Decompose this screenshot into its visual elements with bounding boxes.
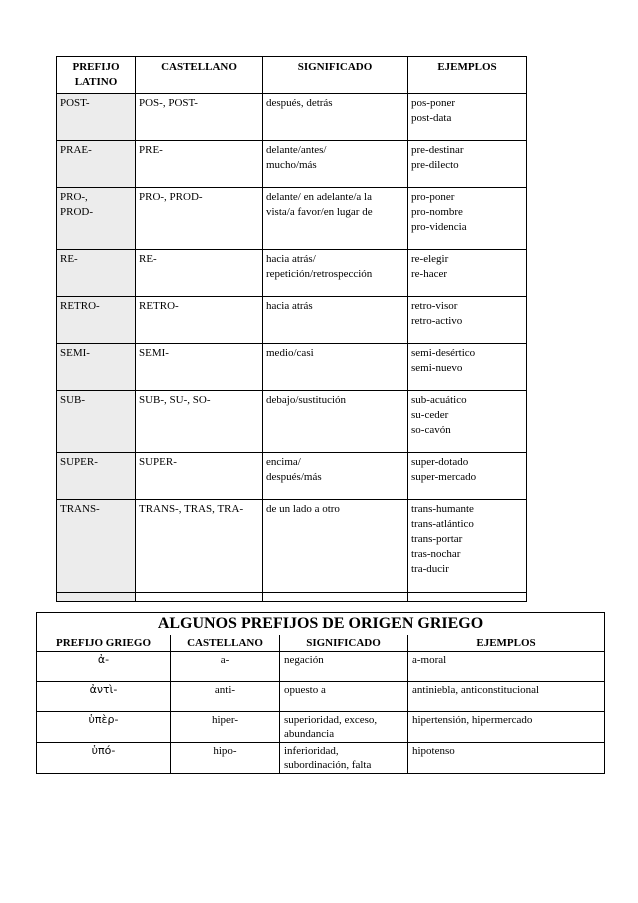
significado-cell [263,500,408,593]
ejemplos-cell: antiniebla, anticonstitucional [408,682,605,712]
significado-cell [263,453,408,500]
castellano-cell [136,141,263,188]
castellano-cell: hiper- [171,712,280,743]
ejemplos-cell-line: re-hacer [411,268,448,280]
ejemplos-cell-line: super-dotado [411,456,469,468]
significado-cell-line: encima/ [266,456,301,468]
greek-prefix-cell: ἀντὶ- [37,682,171,712]
significado-cell [263,250,408,297]
header-prefijo-latino [57,57,136,94]
ejemplos-cell-line: pro-poner [411,191,455,203]
prefix-cell [57,344,136,391]
empty-cell [408,593,527,602]
prefix-cell [57,297,136,344]
ejemplos-cell-line: su-ceder [411,409,449,421]
castellano-cell [136,391,263,453]
prefix-cell-line: PROD- [60,206,94,218]
significado-cell-line: hacia atrás/ [266,253,316,265]
significado-cell-line: delante/antes/ [266,144,327,156]
latin-row [57,250,527,297]
castellano-cell-line: SEMI- [139,347,169,359]
significado-cell-line: hacia atrás [266,300,313,312]
castellano-cell-line: PRE- [139,144,163,156]
significado-cell [280,682,408,712]
castellano-cell-line: POS-, POST- [139,97,198,109]
ejemplos-cell-line: retro-visor [411,300,458,312]
ejemplos-cell-line: semi-nuevo [411,362,463,374]
ejemplos-cell-line: re-elegir [411,253,449,265]
latin-row [57,297,527,344]
ejemplos-cell [408,188,527,250]
significado-cell [263,344,408,391]
ejemplos-cell [408,344,527,391]
greek-prefix-cell: ὑπὲρ- [37,712,171,743]
ejemplos-cell [408,250,527,297]
header-significado: SIGNIFICADO [263,57,408,94]
significado-cell [263,188,408,250]
prefix-cell [57,250,136,297]
prefix-cell-line: RE- [60,253,78,265]
significado-cell [280,652,408,682]
castellano-cell [136,188,263,250]
ejemplos-cell-line: pre-dilecto [411,159,459,171]
latin-row [57,453,527,500]
greek-prefix-table [36,612,605,774]
latin-prefix-table [56,56,527,602]
significado-cell-line: debajo/sustitución [266,394,347,406]
significado-cell [263,141,408,188]
prefix-cell-line: SUPER- [60,456,98,468]
greek-prefix-cell: ὑπό- [37,743,171,774]
prefix-cell-line: TRANS- [60,503,100,515]
latin-row [57,141,527,188]
prefix-cell [57,500,136,593]
significado-cell-line: vista/a favor/en lugar de [266,206,373,218]
latin-row [57,391,527,453]
ejemplos-cell-line: post-data [411,112,452,124]
castellano-cell [136,94,263,141]
ejemplos-cell-line: so-cavón [411,424,451,436]
significado-cell-line: superioridad, exceso, [284,714,378,726]
significado-cell-line: después/más [266,471,322,483]
prefix-cell-line: SEMI- [60,347,90,359]
significado-cell-line: de un lado a otro [266,503,340,515]
significado-cell-line: medio/casi [266,347,314,359]
castellano-cell: a- [171,652,280,682]
latin-row [57,344,527,391]
castellano-cell-line: TRANS-, TRAS, TRA- [139,503,244,515]
significado-cell-line: mucho/más [266,159,317,171]
ejemplos-cell-line: trans-humante [411,503,474,515]
prefix-cell [57,391,136,453]
significado-cell [280,712,408,743]
latin-row [57,94,527,141]
header-castellano: CASTELLANO [136,57,263,94]
significado-cell [280,743,408,774]
prefix-cell [57,141,136,188]
greek-row [37,682,605,712]
castellano-cell [136,344,263,391]
ejemplos-cell [408,141,527,188]
ejemplos-cell [408,500,527,593]
ejemplos-cell-line: pre-destinar [411,144,464,156]
ejemplos-cell: hipotenso [408,743,605,774]
ejemplos-cell-line: sub-acuático [411,394,467,406]
ejemplos-cell-line: retro-activo [411,315,463,327]
prefix-cell-line: PRAE- [60,144,92,156]
significado-cell-line: después, detrás [266,97,333,109]
empty-cell [136,593,263,602]
prefix-cell-line: POST- [60,97,90,109]
latin-row [57,500,527,593]
ejemplos-cell-line: super-mercado [411,471,477,483]
latin-row [57,188,527,250]
castellano-cell-line: SUB-, SU-, SO- [139,394,211,406]
empty-cell [57,593,136,602]
ejemplos-cell-line: tra-ducir [411,563,449,575]
castellano-cell: anti- [171,682,280,712]
ejemplos-cell [408,297,527,344]
ejemplos-cell [408,94,527,141]
significado-cell-line: negación [284,654,324,666]
significado-cell-line: subordinación, falta [284,759,372,771]
header-prefijo-griego: PREFIJO GRIEGO [37,635,171,652]
prefix-cell [57,94,136,141]
ejemplos-cell-line: pro-nombre [411,206,463,218]
empty-cell [263,593,408,602]
latin-header-row [57,57,527,94]
greek-row [37,712,605,743]
significado-cell-line: inferioridad, [284,745,339,757]
header-ejemplos: EJEMPLOS [408,57,527,94]
castellano-cell-line: PRO-, PROD- [139,191,203,203]
ejemplos-cell-line: trans-portar [411,533,463,545]
header-latino-line: LATINO [74,76,118,88]
prefix-cell-line: SUB- [60,394,86,406]
header-castellano: CASTELLANO [171,635,280,652]
significado-cell-line: delante/ en adelante/a la [266,191,372,203]
header-significado: SIGNIFICADO [280,635,408,652]
castellano-cell [136,250,263,297]
greek-prefix-cell: ἀ- [37,652,171,682]
ejemplos-cell-line: trans-atlántico [411,518,474,530]
castellano-cell: hipo- [171,743,280,774]
ejemplos-cell-line: pos-poner [411,97,455,109]
ejemplos-cell: a-moral [408,652,605,682]
ejemplos-cell [408,391,527,453]
ejemplos-cell-line: semi-desértico [411,347,476,359]
greek-title-row [37,613,605,636]
greek-table-title: ALGUNOS PREFIJOS DE ORIGEN GRIEGO [37,613,605,636]
ejemplos-cell: hipertensión, hipermercado [408,712,605,743]
header-ejemplos: EJEMPLOS [408,635,605,652]
castellano-cell-line: SUPER- [139,456,177,468]
prefix-cell [57,453,136,500]
latin-table-footer-space [57,593,527,602]
ejemplos-cell-line: pro-videncia [411,221,467,233]
significado-cell-line: abundancia [284,728,335,740]
significado-cell-line: repetición/retrospección [266,268,373,280]
castellano-cell-line: RETRO- [139,300,179,312]
ejemplos-cell-line: tras-nochar [411,548,461,560]
significado-cell [263,94,408,141]
castellano-cell-line: RE- [139,253,157,265]
prefix-cell-line: RETRO- [60,300,100,312]
greek-row [37,652,605,682]
castellano-cell [136,500,263,593]
castellano-cell [136,297,263,344]
ejemplos-cell [408,453,527,500]
header-prefijo-line: PREFIJO [72,61,120,73]
significado-cell [263,391,408,453]
significado-cell-line: opuesto a [284,684,326,696]
castellano-cell [136,453,263,500]
prefix-cell-line: PRO-, [60,191,88,203]
greek-header-row [37,635,605,652]
greek-row [37,743,605,774]
prefix-cell [57,188,136,250]
significado-cell [263,297,408,344]
